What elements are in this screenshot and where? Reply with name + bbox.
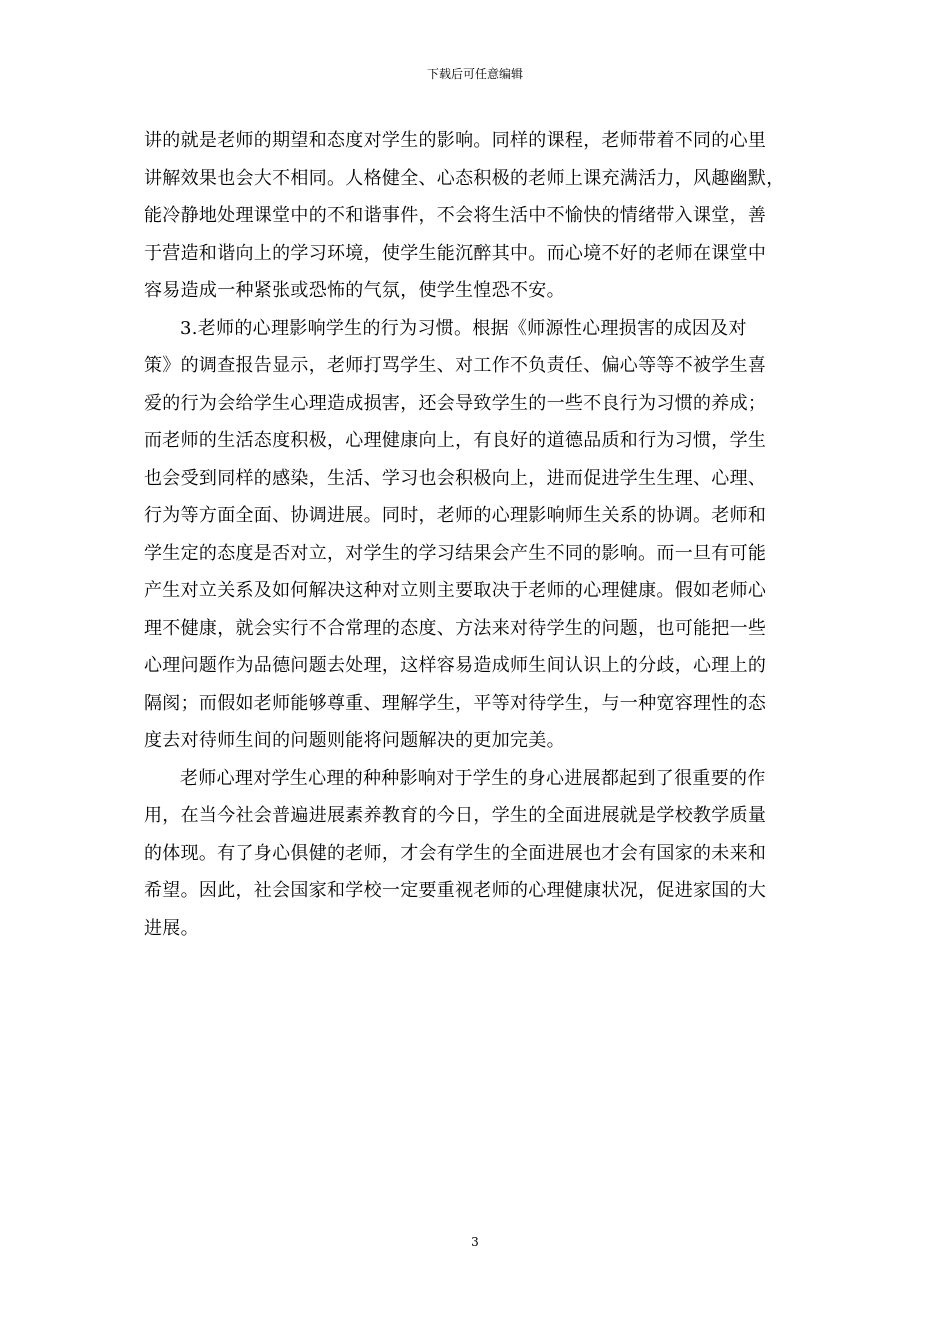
paragraph-3 [144,760,814,948]
paragraph-2 [144,310,814,760]
text-line: 学生定的态度是否对立，对学生的学习结果会产生不同的影响。而一旦有可能 [144,542,767,564]
text-line: 产生对立关系及如何解决这种对立则主要取决于老师的心理健康。假如老师心 [144,580,767,601]
text-line: 讲的就是老师的期望和态度对学生的影响。同样的课程，老师带着不同的心里 [144,130,767,151]
text-line: 容易造成一种紧张或恐怖的气氛，使学生惶恐不安。 [144,280,565,301]
text-line: 于营造和谐向上的学习环境，使学生能沉醉其中。而心境不好的老师在课堂中 [144,242,767,264]
text-line: 心理问题作为品德问题去处理，这样容易造成师生间认识上的分歧，心理上的 [144,655,767,676]
text-line: 3.老师的心理影响学生的行为习惯。根据《师源性心理损害的成因及对 [180,317,747,339]
text-line: 进展。 [144,917,199,939]
text-line: 也会受到同样的感染，生活、学习也会积极向上，进而促进学生生理、心理、 [144,467,767,489]
page-number: 3 [471,1235,479,1249]
page-header: 下载后可任意编辑 [426,67,523,81]
text-line: 度去对待师生间的问题则能将问题解决的更加完美。 [144,730,565,751]
text-line: 而老师的生活态度积极，心理健康向上，有良好的道德品质和行为习惯，学生 [144,430,767,451]
text-line: 爱的行为会给学生心理造成损害，还会导致学生的一些不良行为习惯的养成； [144,392,767,414]
text-line: 隔阂；而假如老师能够尊重、理解学生，平等对待学生，与一种宽容理性的态 [144,692,767,714]
text-line: 理不健康，就会实行不合常理的态度、方法来对待学生的问题，也可能把一些 [144,617,767,639]
text-line: 用，在当今社会普遍进展素养教育的今日，学生的全面进展就是学校教学质量 [144,805,767,826]
text-line: 希望。因此，社会国家和学校一定要重视老师的心理健康状况，促进家国的大 [144,880,767,901]
text-line: 讲解效果也会大不相同。人格健全、心态积极的老师上课充满活力，风趣幽默， [144,167,785,189]
paragraph-1 [144,122,814,310]
text-line: 能冷静地处理课堂中的不和谐事件，不会将生活中不愉快的情绪带入课堂，善 [144,205,767,226]
document-body [144,122,814,947]
text-line: 行为等方面全面、协调进展。同时，老师的心理影响师生关系的协调。老师和 [144,505,767,526]
text-line: 策》的调查报告显示，老师打骂学生、对工作不负责任、偏心等等不被学生喜 [144,355,767,376]
text-line: 的体现。有了身心俱健的老师，才会有学生的全面进展也才会有国家的未来和 [144,842,767,864]
text-line: 老师心理对学生心理的种种影响对于学生的身心进展都起到了很重要的作 [180,767,766,789]
